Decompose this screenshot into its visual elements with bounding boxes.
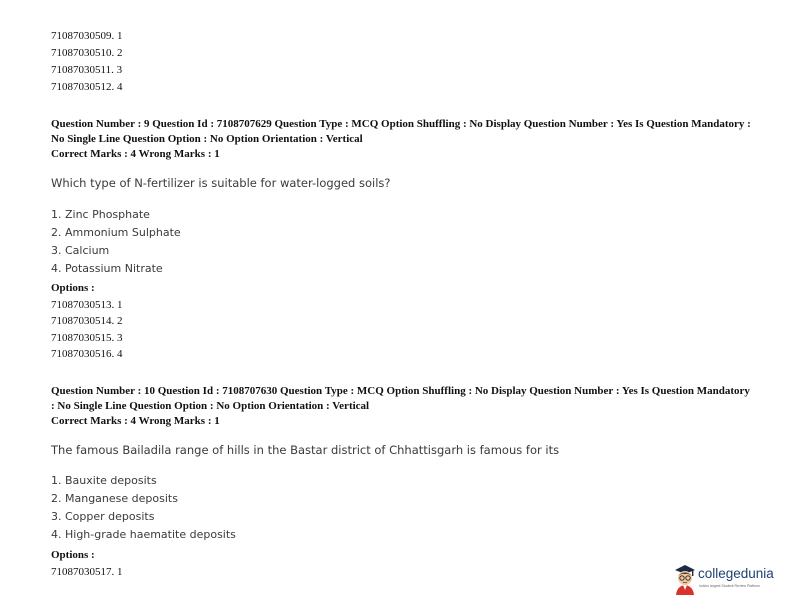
- option-id: 71087030512. 4: [51, 81, 123, 93]
- question-text: Which type of N-fertilizer is suitable for water-logged soils?: [51, 176, 391, 190]
- answer-choice: 1. Bauxite deposits: [51, 474, 157, 487]
- option-id: 71087030510. 2: [51, 47, 123, 59]
- question-text: The famous Bailadila range of hills in the Bastar district of Chhattisgarh is famous for its: [51, 443, 560, 457]
- options-label: Options :: [51, 549, 95, 561]
- option-id: 71087030511. 3: [51, 64, 123, 76]
- brand-name: collegedunia: [698, 566, 774, 581]
- brand-tagline: India's largest Student Review Platform: [699, 584, 760, 588]
- answer-choice: 1. Zinc Phosphate: [51, 208, 150, 221]
- answer-choice: 2. Ammonium Sulphate: [51, 226, 181, 239]
- collegedunia-logo: [672, 563, 776, 597]
- answer-choice: 3. Copper deposits: [51, 510, 155, 523]
- mascot-icon: [672, 563, 698, 595]
- answer-choice: 2. Manganese deposits: [51, 492, 178, 505]
- question-meta: Question Number : 10 Question Id : 7108707630 Question Type : MCQ Option Shuffling : No Display Question Number : Yes Is Question Mandatory : No Single Line Question Option : No Option Orientation : Vertical: [51, 385, 750, 412]
- answer-choice: 3. Calcium: [51, 244, 110, 257]
- option-id: 71087030513. 1: [51, 299, 123, 311]
- option-id: 71087030514. 2: [51, 315, 123, 327]
- question-meta: Question Number : 9 Question Id : 7108707629 Question Type : MCQ Option Shuffling : No Display Question Number : Yes Is Question Mandatory : No Single Line Question Option : No Option Orientation : Vertical: [51, 118, 751, 145]
- option-id: 71087030516. 4: [51, 348, 123, 360]
- option-id: 71087030509. 1: [51, 30, 123, 42]
- answer-choice: 4. Potassium Nitrate: [51, 262, 163, 275]
- option-id: 71087030515. 3: [51, 332, 123, 344]
- option-id: 71087030517. 1: [51, 566, 123, 578]
- answer-choice: 4. High-grade haematite deposits: [51, 528, 236, 541]
- options-label: Options :: [51, 282, 95, 294]
- marks-info: Correct Marks : 4 Wrong Marks : 1: [51, 415, 220, 427]
- marks-info: Correct Marks : 4 Wrong Marks : 1: [51, 148, 220, 160]
